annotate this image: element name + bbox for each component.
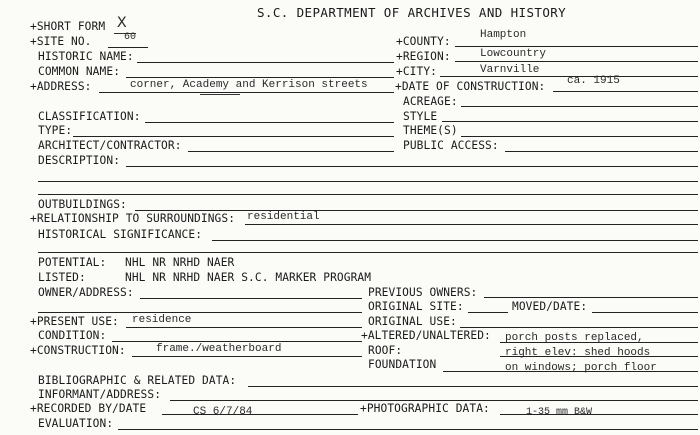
classification-line (145, 122, 394, 123)
historic-name-label: HISTORIC NAME: (38, 50, 134, 63)
site-no-label: +SITE NO. (30, 35, 92, 48)
altered-value-line-3: on windows; porch floor (505, 362, 657, 374)
common-name-line (126, 77, 394, 78)
architect-line (188, 151, 394, 152)
style-label: STYLE (403, 110, 438, 123)
foundation-line (443, 371, 698, 372)
construction-label: +CONSTRUCTION: (30, 344, 126, 357)
common-name-label: COMMON NAME: (38, 65, 121, 78)
foundation-label: FOUNDATION (368, 358, 437, 371)
historic-name-line (137, 62, 394, 63)
architect-label: ARCHITECT/CONTRACTOR: (38, 139, 182, 152)
present-use-line (126, 327, 362, 328)
owner-address-label: OWNER/ADDRESS: (38, 286, 134, 299)
county-value: Hampton (480, 29, 527, 41)
recorded-by-value: CS 6/7/84 (193, 406, 253, 418)
classification-label: CLASSIFICATION: (38, 110, 141, 123)
date-of-construction-label: +DATE OF CONSTRUCTION: (395, 80, 546, 93)
type-label: TYPE: (38, 124, 73, 137)
themes-label: THEME(S) (403, 124, 458, 137)
recorded-by-line (162, 414, 358, 415)
region-label: +REGION: (396, 50, 451, 63)
description-line-1 (126, 166, 698, 167)
county-label: +COUNTY: (396, 35, 451, 48)
bibliographic-line (248, 386, 698, 387)
form-title: S.C. DEPARTMENT OF ARCHIVES AND HISTORY (257, 5, 567, 20)
themes-line (461, 136, 698, 137)
date-of-construction-value: ca. 1915 (567, 75, 620, 87)
moved-date-line (592, 312, 698, 313)
original-use-label: ORIGINAL USE: (368, 315, 457, 328)
region-line (455, 61, 698, 62)
region-value: Lowcountry (480, 48, 547, 60)
public-access-label: PUBLIC ACCESS: (403, 139, 499, 152)
owner-address-line (140, 298, 362, 299)
date-of-construction-line (553, 91, 698, 92)
short-form-label: +SHORT FORM (30, 20, 106, 33)
historical-significance-label: HISTORICAL SIGNIFICANCE: (38, 228, 203, 241)
description-line-2 (38, 181, 698, 182)
address-underline-mark (200, 94, 240, 95)
type-line (73, 136, 394, 137)
condition-line (112, 341, 362, 342)
acreage-line (461, 106, 698, 107)
bibliographic-label: BIBLIOGRAPHIC & RELATED DATA: (38, 374, 237, 387)
relationship-label: +RELATIONSHIP TO SURROUNDINGS: (30, 212, 236, 225)
informant-line (170, 400, 698, 401)
acreage-label: ACREAGE: (403, 95, 458, 108)
description-line-3 (38, 194, 698, 195)
altered-value-line-1: porch posts replaced, (505, 332, 644, 344)
previous-owners-label: PREVIOUS OWNERS: (368, 286, 478, 299)
listed-options: NHL NR NRHD NAER S.C. MARKER PROGRAM (125, 271, 372, 284)
photographic-data-value: 1-35 mm B&W (526, 407, 593, 418)
previous-owners-line (484, 297, 698, 298)
altered-unaltered-line (500, 342, 698, 343)
style-line (442, 121, 698, 122)
present-use-value: residence (132, 314, 192, 326)
description-label: DESCRIPTION: (38, 154, 121, 167)
construction-line (132, 356, 362, 357)
address-label: +ADDRESS: (30, 80, 92, 93)
short-form-check-mark: X (117, 14, 127, 32)
condition-label: CONDITION: (38, 329, 107, 342)
listed-label: LISTED: (38, 271, 86, 284)
potential-label: POTENTIAL: (38, 256, 107, 269)
site-no-value: 60 (124, 32, 137, 43)
outbuildings-line (135, 210, 698, 211)
roof-label: ROOF: (368, 344, 403, 357)
relationship-value: residential (247, 211, 320, 223)
public-access-line (505, 151, 698, 152)
evaluation-line (118, 429, 698, 430)
outbuildings-label: OUTBUILDINGS: (38, 198, 127, 211)
recorded-by-label: +RECORDED BY/DATE (30, 402, 147, 415)
site-no-line (108, 47, 148, 48)
address-line (99, 92, 394, 93)
address-value: corner, Academy and Kerrison streets (130, 79, 368, 91)
original-use-line (460, 327, 698, 328)
photographic-data-line (500, 414, 698, 415)
original-site-label: ORIGINAL SITE: (368, 300, 464, 313)
original-site-line (468, 312, 508, 313)
photographic-data-label: +PHOTOGRAPHIC DATA: (360, 402, 490, 415)
construction-value: frame./weatherboard (156, 343, 282, 355)
present-use-label: +PRESENT USE: (30, 315, 119, 328)
evaluation-label: EVALUATION: (38, 417, 114, 430)
city-label: +CITY: (396, 65, 438, 78)
owner-address-line-2 (38, 312, 362, 313)
altered-value-line-2: right elev: shed hoods (505, 347, 651, 359)
historical-significance-line-2 (38, 252, 698, 253)
altered-unaltered-label: +ALTERED/UNALTERED: (361, 329, 491, 342)
historical-significance-line-1 (212, 240, 698, 241)
moved-date-label: MOVED/DATE: (512, 300, 588, 313)
city-value: Varnville (480, 64, 540, 76)
informant-label: INFORMANT/ADDRESS: (38, 388, 162, 401)
relationship-line (245, 224, 698, 225)
roof-line (500, 356, 698, 357)
potential-options: NHL NR NRHD NAER (125, 256, 235, 269)
county-line (455, 46, 698, 47)
